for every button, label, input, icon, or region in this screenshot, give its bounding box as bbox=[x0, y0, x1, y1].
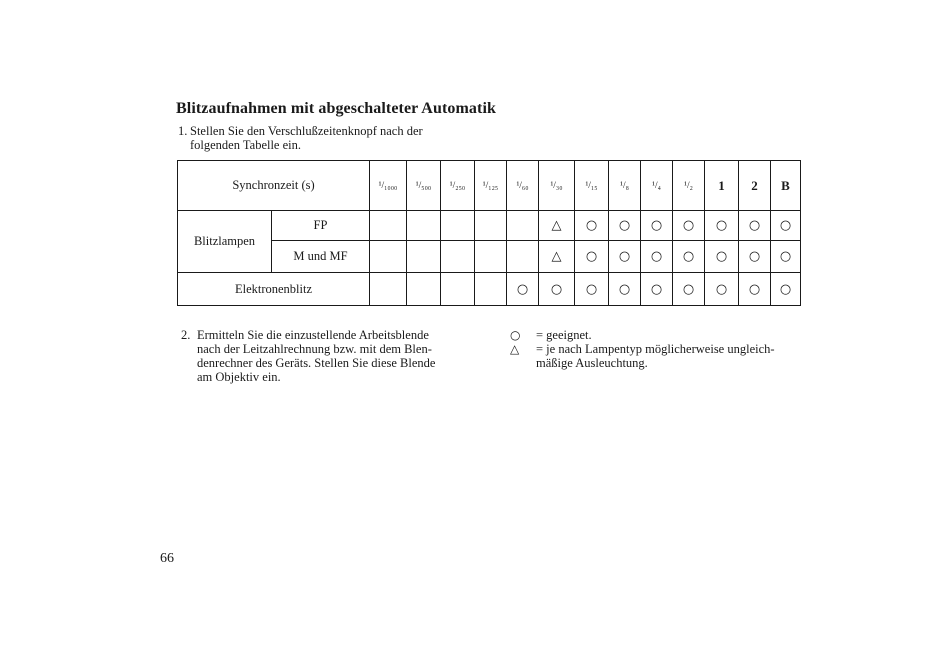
table-cell bbox=[441, 273, 475, 306]
table-cell: △ bbox=[539, 211, 575, 241]
legend-triangle-text: = je nach Lampentyp möglicherweise ungleich- bbox=[536, 342, 775, 356]
time-cell: B bbox=[771, 161, 801, 211]
table-cell bbox=[370, 241, 407, 273]
table-cell bbox=[441, 211, 475, 241]
step-2-line-2: nach der Leitzahlrechnung bzw. mit dem Blen- bbox=[197, 342, 432, 356]
table-cell: ○ bbox=[673, 273, 705, 306]
circle-icon: ○ bbox=[510, 328, 521, 342]
table-cell: ○ bbox=[705, 273, 739, 306]
sync-time-table bbox=[177, 160, 801, 306]
row-label-fp: FP bbox=[272, 211, 370, 241]
step-2-instruction bbox=[181, 328, 481, 384]
flash-bulbs-group-label: Blitzlampen bbox=[178, 211, 272, 273]
table-cell: ○ bbox=[705, 241, 739, 273]
table-row-fp bbox=[178, 211, 801, 241]
time-cell: ¹/₅₀₀ bbox=[407, 161, 441, 211]
table-cell bbox=[407, 241, 441, 273]
step-2-line-3: denrechner des Geräts. Stellen Sie diese Blende bbox=[197, 356, 436, 370]
table-cell: ○ bbox=[575, 211, 609, 241]
time-cell: 2 bbox=[739, 161, 771, 211]
table-cell: ○ bbox=[673, 241, 705, 273]
table-cell: ○ bbox=[771, 211, 801, 241]
time-cell: 1 bbox=[705, 161, 739, 211]
step-1-line-1: Stellen Sie den Verschlußzeitenknopf nach der bbox=[190, 124, 423, 138]
table-cell: ○ bbox=[771, 273, 801, 306]
table-cell: ○ bbox=[739, 241, 771, 273]
table-cell: ○ bbox=[575, 241, 609, 273]
step-2-number: 2. bbox=[181, 328, 191, 342]
table-cell: △ bbox=[539, 241, 575, 273]
table-cell: ○ bbox=[641, 211, 673, 241]
step-2-line-1: Ermitteln Sie die einzustellende Arbeitsblende bbox=[197, 328, 429, 342]
table-cell: ○ bbox=[575, 273, 609, 306]
time-cell: ¹/₂ bbox=[673, 161, 705, 211]
table-row-elektronenblitz bbox=[178, 273, 801, 306]
time-cell: ¹/₂₅₀ bbox=[441, 161, 475, 211]
table-cell: ○ bbox=[609, 241, 641, 273]
table-cell bbox=[370, 211, 407, 241]
table-cell: ○ bbox=[539, 273, 575, 306]
table-cell: ○ bbox=[609, 273, 641, 306]
symbol-legend bbox=[510, 328, 820, 370]
table-header-row bbox=[178, 161, 801, 211]
table-row-m-und-mf bbox=[178, 241, 801, 273]
time-cell: ¹/₈ bbox=[609, 161, 641, 211]
row-label-m-und-mf: M und MF bbox=[272, 241, 370, 273]
legend-circle-text: = geeignet. bbox=[536, 328, 592, 342]
table-cell bbox=[507, 211, 539, 241]
table-cell: ○ bbox=[673, 211, 705, 241]
triangle-icon: △ bbox=[510, 342, 520, 356]
time-cell: ¹/₃₀ bbox=[539, 161, 575, 211]
step-1-instruction bbox=[178, 124, 488, 152]
table-cell: ○ bbox=[641, 273, 673, 306]
step-1-line-2: folgenden Tabelle ein. bbox=[190, 138, 302, 152]
legend-triangle-text-cont: mäßige Ausleuchtung. bbox=[536, 356, 648, 370]
table-cell bbox=[475, 211, 507, 241]
row-label-elektronenblitz: Elektronenblitz bbox=[178, 273, 370, 306]
table-cell: ○ bbox=[771, 241, 801, 273]
table-cell bbox=[441, 241, 475, 273]
table-cell: ○ bbox=[705, 211, 739, 241]
table-cell bbox=[370, 273, 407, 306]
table-cell: ○ bbox=[609, 211, 641, 241]
sync-time-label: Synchronzeit (s) bbox=[178, 161, 370, 211]
time-cell: ¹/₁₅ bbox=[575, 161, 609, 211]
table-cell bbox=[507, 241, 539, 273]
time-cell: ¹/₁₂₅ bbox=[475, 161, 507, 211]
table-cell: ○ bbox=[507, 273, 539, 306]
table-cell: ○ bbox=[641, 241, 673, 273]
table-cell bbox=[407, 211, 441, 241]
table-cell bbox=[475, 273, 507, 306]
time-cell: ¹/₁₀₀₀ bbox=[370, 161, 407, 211]
table-cell: ○ bbox=[739, 211, 771, 241]
step-1-number: 1. bbox=[178, 124, 188, 138]
step-2-line-4: am Objektiv ein. bbox=[197, 370, 281, 384]
table-cell bbox=[407, 273, 441, 306]
time-cell: ¹/₄ bbox=[641, 161, 673, 211]
section-heading: Blitzaufnahmen mit abgeschalteter Automatik bbox=[176, 100, 496, 117]
time-cell: ¹/₆₀ bbox=[507, 161, 539, 211]
table-cell bbox=[475, 241, 507, 273]
page-number: 66 bbox=[160, 551, 174, 566]
table-cell: ○ bbox=[739, 273, 771, 306]
